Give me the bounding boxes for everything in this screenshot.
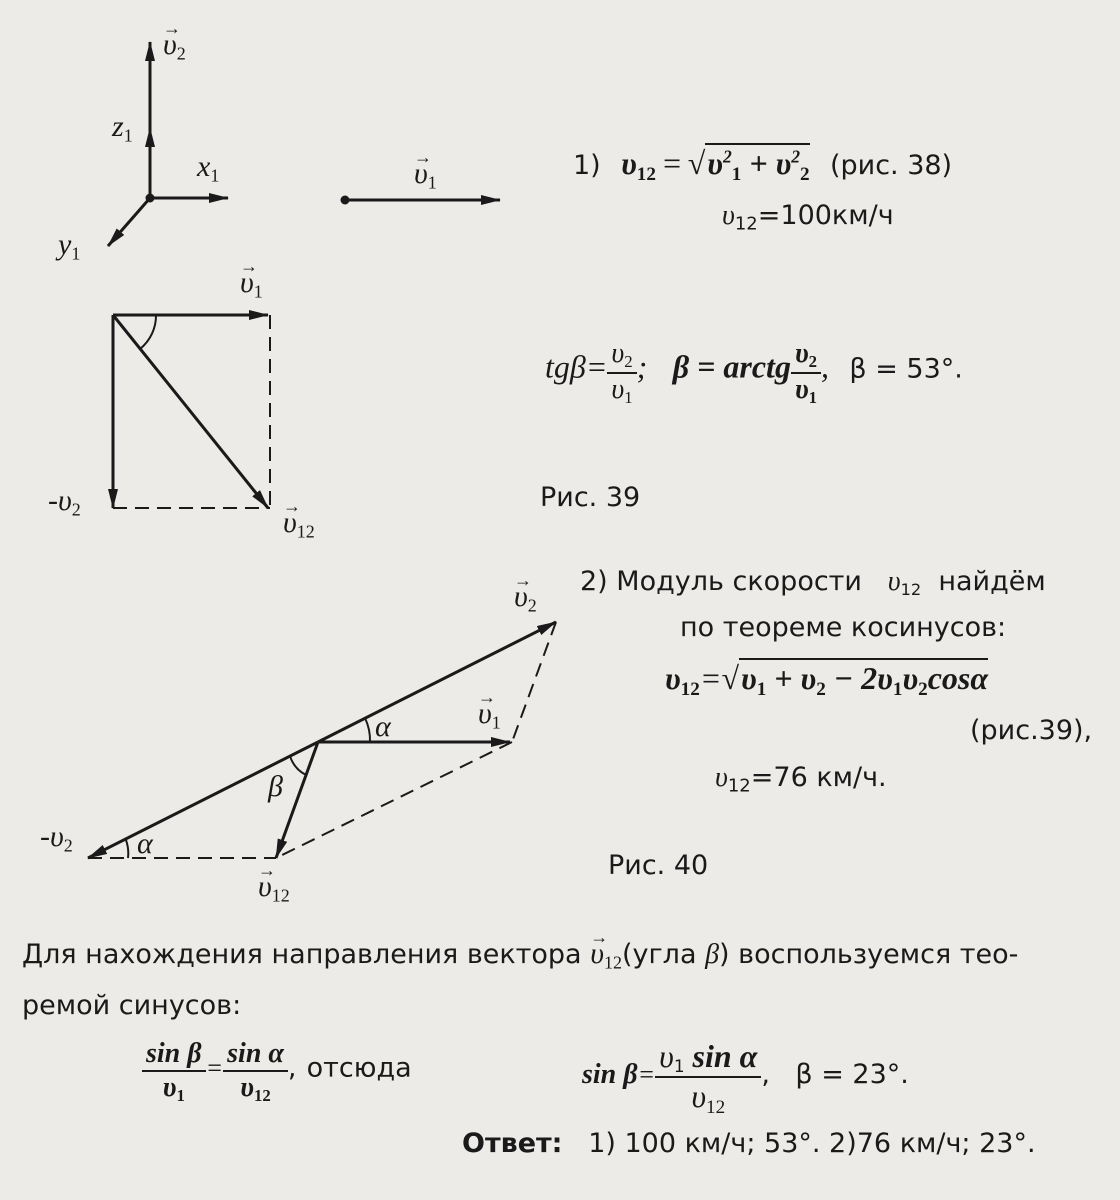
label-v2: → $\upsilon_2$ bbox=[163, 28, 186, 64]
answer-line: Ответ: 1) 100 км/ч; 53°. 2)76 км/ч; 23°. bbox=[462, 1128, 1036, 1159]
fig40-angle-arc-alpha bbox=[365, 718, 370, 742]
label-fig40-beta: β bbox=[268, 770, 283, 803]
sec2-line2: по теореме косинусов: bbox=[680, 612, 1007, 643]
fig40-angle-arc-alpha2 bbox=[126, 840, 128, 858]
fig40-angle-arc-beta bbox=[290, 756, 306, 775]
label-fig40-v1: → $\upsilon_1$ bbox=[478, 697, 501, 733]
label-fig40-alpha2: α bbox=[137, 827, 153, 860]
label-y1: $y_1$ bbox=[58, 228, 81, 264]
fig39-diagram bbox=[113, 315, 270, 508]
label-fig40-neg-v2: $-\upsilon_2$ bbox=[40, 820, 73, 856]
label-fig39-neg-v2: $-\upsilon_2$ bbox=[48, 484, 81, 520]
sec2-line1: 2) Модуль скорости $\upsilon_{12}$ найдём bbox=[580, 566, 1046, 599]
fig39-caption: Рис. 39 bbox=[540, 482, 641, 513]
result-v12-100: υ12=100км/ч bbox=[722, 200, 894, 235]
label-fig39-v12: → $\upsilon_{12}$ bbox=[283, 506, 315, 542]
paragraph-line1: Для нахождения направления вектора → $\upsilon_{12}(угла$ β) воспользуемся тео- bbox=[22, 937, 1018, 973]
label-fig40-v2: → $\upsilon_2$ bbox=[514, 580, 537, 616]
sec2-ref: (рис.39), bbox=[970, 715, 1093, 746]
formula-sine-theorem: $\frac{\text{sin β}}{\upsilon_1}$ = $\frac{\text{sin α}}{\upsilon_{12}}$ , отсюда bbox=[142, 1038, 412, 1106]
formula-sin-beta: sin β= $\frac{\upsilon_1 \sin \alpha}{\upsilon_{12}}$ , β = 23°. bbox=[582, 1038, 909, 1118]
label-z1: $z_1$ bbox=[112, 110, 133, 146]
label-fig39-v1: → $\upsilon_1$ bbox=[240, 266, 263, 302]
label-v1: → $\upsilon_1$ bbox=[414, 157, 437, 193]
formula-cosine-theorem: $\upsilon_{12}=√\upsilon_1 + \upsilon_2 - 2\upsilon_1\upsilon_2\cos\alpha$ bbox=[665, 660, 989, 700]
paragraph-line2: ремой синусов: bbox=[22, 990, 242, 1021]
fig39-angle-arc bbox=[140, 315, 156, 349]
v1-standalone-vector bbox=[342, 197, 500, 203]
fig40-v2-arrow bbox=[318, 622, 556, 742]
label-fig40-v12: → $\upsilon_{12}$ bbox=[258, 870, 290, 906]
fig40-caption: Рис. 40 bbox=[608, 850, 709, 881]
fig40-diagram bbox=[88, 622, 556, 858]
fig39-v12-arrow bbox=[113, 315, 268, 508]
formula-v12-pythagoras: 1) $\upsilon_{12} = √\upsilon^2_1 + \upsilon^2_2$ (рис. 38) bbox=[573, 145, 953, 185]
label-fig40-alpha: α bbox=[375, 710, 391, 743]
label-x1: $x_1$ bbox=[197, 150, 220, 186]
axis-y1-arrow bbox=[108, 198, 150, 246]
formula-tg-beta: tgβ= $\frac{\upsilon_2}{\upsilon_1}$ ; β = arctg $\frac{\upsilon_2}{\upsilon_1}$ , β = 53°. bbox=[545, 338, 963, 408]
result-v12-76: υ12=76 км/ч. bbox=[715, 762, 887, 797]
